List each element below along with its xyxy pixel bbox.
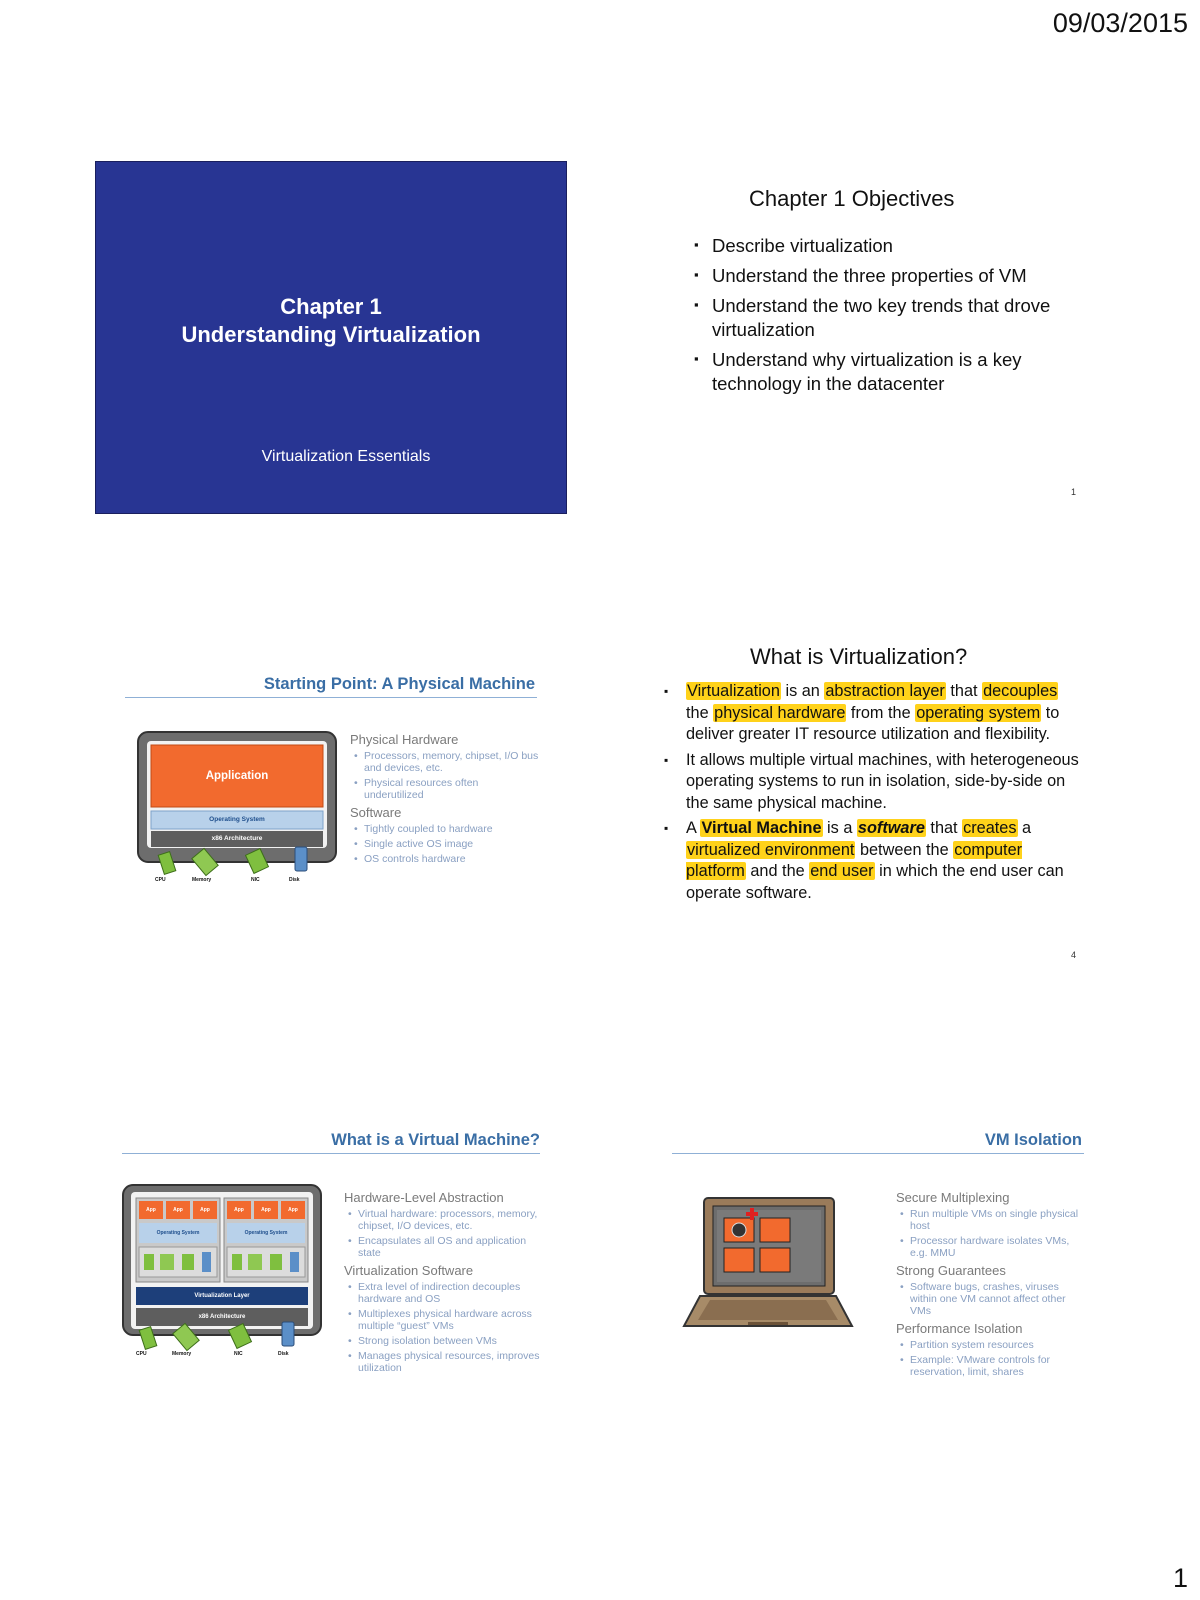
objective-item: ▪ Understand the two key trends that drove virtualization: [690, 294, 1110, 342]
text: is an: [780, 682, 825, 700]
slide4-title: What is Virtualization?: [750, 644, 968, 669]
vm-arch-label: x86 Architecture: [198, 1314, 246, 1320]
text: from the: [846, 703, 916, 722]
highlight-software: software: [857, 819, 925, 837]
slide6-title-rule: [672, 1153, 1084, 1154]
vm2-app-label: App: [234, 1207, 244, 1213]
highlight-physical-hardware: physical hardware: [714, 703, 846, 722]
text: A: [686, 819, 701, 837]
diagram-disk-label: Disk: [289, 877, 300, 883]
slide5-bullet: • Manages physical resources, improves utilization: [344, 1350, 549, 1374]
slide6-section-heading: Strong Guarantees: [896, 1263, 1006, 1278]
text: a: [1017, 819, 1032, 837]
highlight-operating-system: operating system: [916, 703, 1041, 722]
highlight-end-user: end user: [810, 862, 874, 880]
slide5-bullet: • Encapsulates all OS and application state: [344, 1235, 549, 1259]
text: and the: [745, 862, 810, 880]
laptop-illustration: [680, 1196, 855, 1338]
slide1-subtitle: Virtualization Essentials: [261, 448, 431, 465]
slide4-number: 4: [1071, 950, 1077, 960]
slide3-bullet: • Tightly coupled to hardware: [350, 823, 540, 835]
slide6-bullet: • Partition system resources: [896, 1339, 1086, 1351]
slide5-text: [344, 1186, 549, 1374]
slide3-text: [350, 728, 540, 865]
highlight-decouples: decouples: [983, 682, 1058, 700]
text: is a: [822, 819, 857, 837]
page-number: 1: [1172, 1563, 1188, 1593]
slide6-text: [896, 1186, 1086, 1378]
highlight-virtual-machine: Virtual Machine: [701, 819, 822, 837]
slide3-bullet: • OS controls hardware: [350, 853, 540, 865]
text: between the: [855, 840, 954, 859]
title-slide: [95, 161, 567, 514]
slide3-bullet: • Physical resources often underutilized: [350, 777, 540, 801]
diagram-cpu-label: CPU: [155, 877, 166, 883]
text: in which the end user can operate software.: [686, 862, 1064, 902]
diagram-application-label: Application: [205, 770, 269, 782]
slide5-bullet: • Extra level of indirection decouples hardware and OS: [344, 1281, 549, 1305]
slide3-section-heading: Software: [350, 805, 402, 820]
text: that: [925, 819, 963, 837]
virtualization-layer-label: Virtualization Layer: [194, 1293, 250, 1299]
slide5-section-heading: Hardware-Level Abstraction: [344, 1190, 504, 1205]
slide6-bullet: • Run multiple VMs on single physical host: [896, 1208, 1086, 1232]
slide5-bullet: • Multiplexes physical hardware across multiple “guest” VMs: [344, 1308, 549, 1332]
vm-nic-label: NIC: [234, 1351, 243, 1357]
slide5-section-heading: Virtualization Software: [344, 1263, 474, 1278]
slide3-title: Starting Point: A Physical Machine: [263, 675, 535, 693]
vm2-app-label: App: [288, 1207, 298, 1213]
vm-disk-label: Disk: [278, 1351, 289, 1357]
objectives-list: [690, 234, 1110, 402]
slide4-bullet-3: [662, 818, 1082, 904]
physical-machine-diagram: [137, 731, 337, 887]
diagram-os-label: Operating System: [209, 816, 265, 823]
highlight-creates: creates: [963, 819, 1017, 837]
highlight-computer-platform: computer platform: [686, 840, 1023, 880]
slide4-bullet-1: [662, 681, 1082, 746]
slide5-bullet: • Strong isolation between VMs: [344, 1335, 549, 1347]
vm-cpu-label: CPU: [136, 1351, 147, 1357]
diagram-arch-label: x86 Architecture: [211, 835, 263, 842]
objective-item: ▪ Describe virtualization: [690, 234, 1110, 258]
highlight-virtualization: Virtualization: [687, 682, 780, 700]
slide6-title: VM Isolation: [984, 1131, 1082, 1149]
slide6-section-heading: Secure Multiplexing: [896, 1190, 1010, 1205]
laptop-graphic: [680, 1196, 855, 1338]
diagram-memory-label: Memory: [192, 877, 212, 883]
slide2-number: 1: [1071, 487, 1077, 497]
slide3-bullet: • Single active OS image: [350, 838, 540, 850]
slide6-bullet: • Example: VMware controls for reservation, limit, shares: [896, 1354, 1086, 1378]
slide6-bullet: • Processor hardware isolates VMs, e.g. MMU: [896, 1235, 1086, 1259]
highlight-abstraction-layer: abstraction layer: [825, 682, 945, 700]
objective-item: ▪ Understand the three properties of VM: [690, 264, 1110, 288]
slide5-title-rule: [122, 1153, 540, 1154]
slide4-body: [662, 681, 1082, 908]
objectives-title: Chapter 1 Objectives: [749, 186, 955, 211]
vm1-app-label: App: [200, 1207, 210, 1213]
slide5-title: What is a Virtual Machine?: [331, 1131, 540, 1149]
text: to deliver greater IT resource utilization and flexibility.: [686, 703, 1060, 743]
vm1-app-label: App: [173, 1207, 183, 1213]
vm1-os-label: Operating System: [156, 1230, 200, 1236]
diagram-nic-label: NIC: [251, 877, 260, 883]
slide5-bullet: • Virtual hardware: processors, memory, chipset, I/O devices, etc.: [344, 1208, 549, 1232]
text: the: [686, 703, 714, 722]
slide4-bullet-2: ▪ It allows multiple virtual machines, with heterogeneous operating systems to run in isolation, side-by-side on the same physical machine.: [662, 750, 1082, 815]
slide6-section-heading: Performance Isolation: [896, 1321, 1023, 1336]
vm1-app-label: App: [146, 1207, 156, 1213]
slide1-title-line1: Chapter 1: [280, 294, 382, 319]
objective-item: ▪ Understand why virtualization is a key technology in the datacenter: [690, 348, 1110, 396]
slide3-title-rule: [125, 697, 537, 698]
slide1-title-line2: Understanding Virtualization: [181, 322, 481, 347]
vm-memory-label: Memory: [172, 1351, 192, 1357]
slide3-section-heading: Physical Hardware: [350, 732, 459, 747]
slide3-bullet: • Processors, memory, chipset, I/O bus and devices, etc.: [350, 750, 540, 774]
vm2-app-label: App: [261, 1207, 271, 1213]
text: that: [945, 682, 983, 700]
highlight-virtualized-environment: virtualized environment: [687, 840, 855, 859]
vm2-os-label: Operating System: [244, 1230, 288, 1236]
slide6-bullet: • Software bugs, crashes, viruses within one VM cannot affect other VMs: [896, 1281, 1086, 1317]
page-date: 09/03/2015: [1052, 8, 1188, 38]
virtual-machine-diagram: [122, 1184, 322, 1362]
